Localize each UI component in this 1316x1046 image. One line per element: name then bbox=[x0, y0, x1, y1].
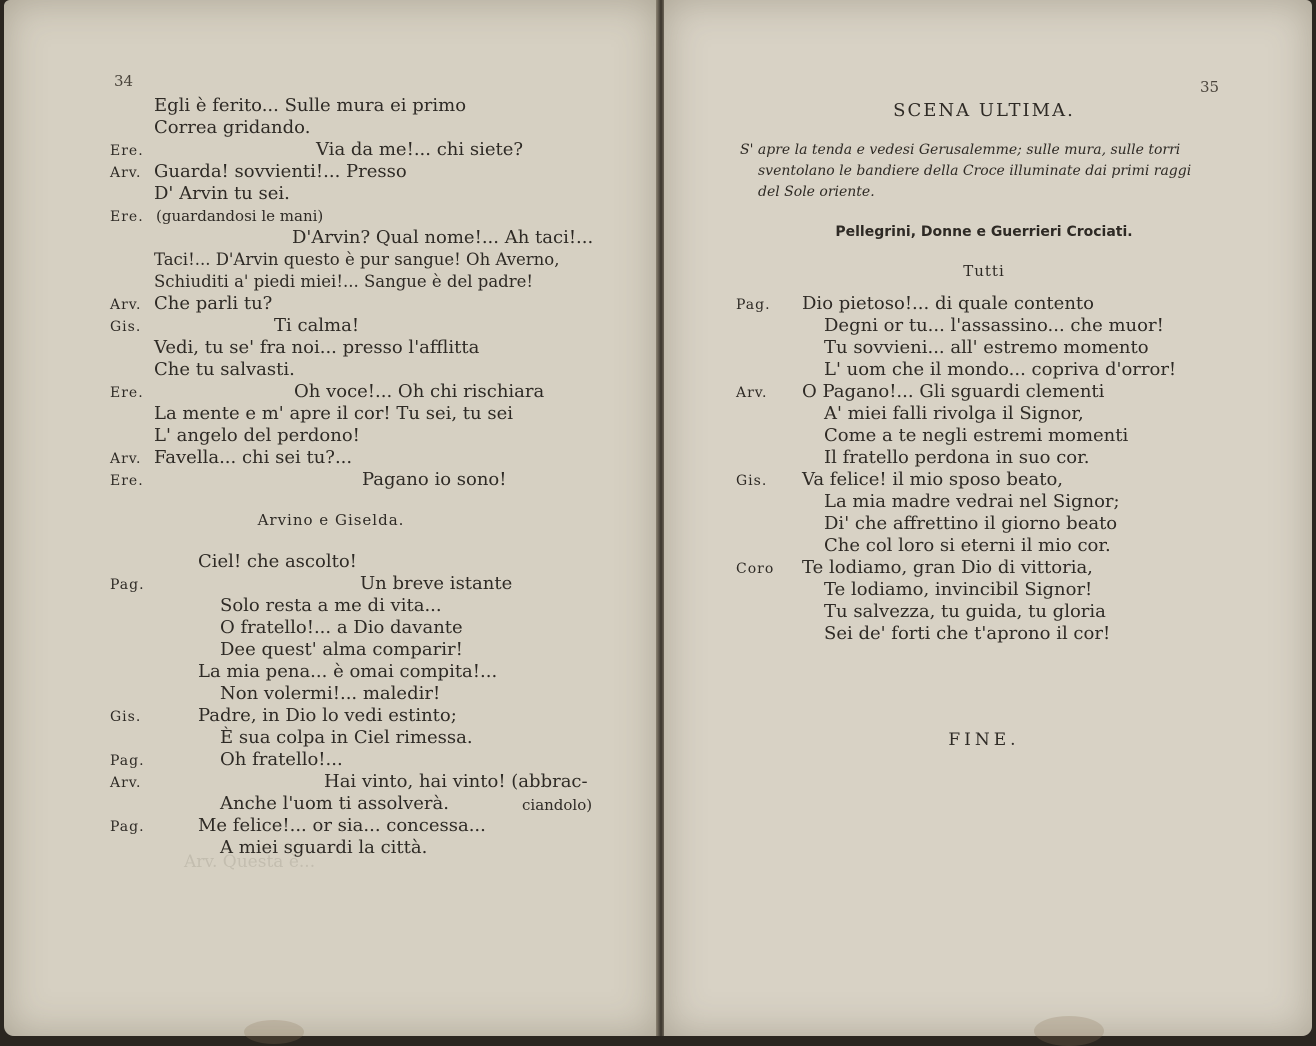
stage-direction: ciandolo) bbox=[522, 796, 593, 814]
text-line: Che col loro si eterni il mio cor. bbox=[824, 535, 1111, 556]
speaker-label: Pag. bbox=[736, 297, 771, 313]
left-page bbox=[4, 0, 658, 1036]
end-marker: FINE. bbox=[948, 730, 1020, 750]
text-line: Taci!... D'Arvin questo è pur sangue! Oh Averno, bbox=[154, 250, 560, 269]
speaker-label: Arv. bbox=[110, 165, 142, 181]
text-line: Che tu salvasti. bbox=[154, 359, 295, 380]
speaker-label: Ere. bbox=[110, 473, 144, 489]
speaker-label: Arv. bbox=[110, 775, 142, 791]
text-line: Tu sovvieni... all' estremo momento bbox=[824, 337, 1149, 358]
stage-direction-line: S' apre la tenda e vedesi Gerusalemme; sulle mura, sulle torri bbox=[740, 142, 1181, 158]
text-line: Egli è ferito... Sulle mura ei primo bbox=[154, 95, 467, 116]
text-line: Va felice! il mio sposo beato, bbox=[802, 469, 1064, 490]
text-line: Te lodiamo, invincibil Signor! bbox=[824, 579, 1093, 600]
speaker-label: Pag. bbox=[110, 753, 145, 769]
speaker-label: Gis. bbox=[736, 473, 768, 489]
text-line: D'Arvin? Qual nome!... Ah taci!... bbox=[292, 227, 594, 248]
speaker-label: Arv. bbox=[110, 297, 142, 313]
text-line: Hai vinto, hai vinto! (abbrac- bbox=[324, 771, 588, 792]
text-line: Vedi, tu se' fra noi... presso l'afflitta bbox=[154, 337, 480, 358]
stage-direction-line: sventolano le bandiere della Croce illuminate dai primi raggi bbox=[758, 163, 1192, 179]
characters-heading: Pellegrini, Donne e Guerrieri Crociati. bbox=[835, 224, 1133, 240]
tutti-heading: Tutti bbox=[963, 262, 1005, 280]
scene-heading: Arvino e Giselda. bbox=[257, 511, 405, 529]
text-line: D' Arvin tu sei. bbox=[154, 183, 290, 204]
speaker-label: Gis. bbox=[110, 319, 142, 335]
text-line: Guarda! sovvienti!... Presso bbox=[154, 161, 407, 182]
page-number: 34 bbox=[114, 72, 134, 90]
text-line: Come a te negli estremi momenti bbox=[824, 425, 1129, 446]
text-line: Padre, in Dio lo vedi estinto; bbox=[198, 705, 457, 726]
text-line: Correa gridando. bbox=[154, 117, 311, 138]
text-line: Oh voce!... Oh chi rischiara bbox=[294, 381, 545, 402]
speaker-label: Ere. bbox=[110, 209, 144, 225]
text-line: Dio pietoso!... di quale contento bbox=[802, 293, 1094, 314]
stage-direction: (guardandosi le mani) bbox=[156, 207, 324, 225]
speaker-label: Coro bbox=[736, 561, 775, 577]
stage-direction-line: del Sole oriente. bbox=[758, 184, 875, 200]
text-line: La mia madre vedrai nel Signor; bbox=[824, 491, 1120, 512]
speaker-label: Pag. bbox=[110, 577, 145, 593]
text-line: Un breve istante bbox=[360, 573, 513, 594]
speaker-label: Gis. bbox=[110, 709, 142, 725]
text-line: Oh fratello!... bbox=[220, 749, 343, 770]
text-line: Non volermi!... maledir! bbox=[220, 683, 441, 704]
text-line: O fratello!... a Dio davante bbox=[220, 617, 463, 638]
text-line: Ciel! che ascolto! bbox=[198, 551, 357, 572]
text-line: Via da me!... chi siete? bbox=[316, 139, 524, 160]
text-line: Il fratello perdona in suo cor. bbox=[824, 447, 1090, 468]
speaker-label: Arv. bbox=[110, 451, 142, 467]
text-line: Dee quest' alma comparir! bbox=[220, 639, 463, 660]
bleed-through: Arv. Questa è... bbox=[184, 852, 316, 872]
text-line: Tu salvezza, tu guida, tu gloria bbox=[824, 601, 1106, 622]
text-line: A' miei falli rivolga il Signor, bbox=[824, 403, 1084, 424]
text-line: L' angelo del perdono! bbox=[154, 425, 360, 446]
speaker-label: Arv. bbox=[736, 385, 768, 401]
text-line: Sei de' forti che t'aprono il cor! bbox=[824, 623, 1111, 644]
scene-title: SCENA ULTIMA. bbox=[893, 100, 1075, 121]
text-line: Favella... chi sei tu?... bbox=[154, 447, 353, 468]
paper-stain bbox=[244, 1020, 304, 1044]
text-line: La mia pena... è omai compita!... bbox=[198, 661, 498, 682]
text-line: O Pagano!... Gli sguardi clementi bbox=[802, 381, 1105, 402]
text-line: A miei sguardi la città. bbox=[220, 837, 428, 858]
right-page bbox=[664, 0, 1312, 1036]
speaker-label: Pag. bbox=[110, 819, 145, 835]
text-line: Degni or tu... l'assassino... che muor! bbox=[824, 315, 1164, 336]
text-line: Solo resta a me di vita... bbox=[220, 595, 442, 616]
text-line: Che parli tu? bbox=[154, 293, 273, 314]
paper-stain bbox=[1034, 1016, 1104, 1046]
text-line: Di' che affrettino il giorno beato bbox=[824, 513, 1118, 534]
text-line: Schiuditi a' piedi miei!... Sangue è del padre! bbox=[154, 272, 534, 291]
text-line: L' uom che il mondo... copriva d'orror! bbox=[824, 359, 1177, 380]
text-line: Me felice!... or sia... concessa... bbox=[198, 815, 486, 836]
page-number: 35 bbox=[1200, 78, 1220, 96]
text-line: Ti calma! bbox=[274, 315, 360, 336]
text-line: La mente e m' apre il cor! Tu sei, tu sei bbox=[154, 403, 513, 424]
text-line: Anche l'uom ti assolverà. bbox=[220, 793, 449, 814]
text-line: È sua colpa in Ciel rimessa. bbox=[220, 727, 473, 748]
speaker-label: Ere. bbox=[110, 143, 144, 159]
text-line: Pagano io sono! bbox=[362, 469, 507, 490]
speaker-label: Ere. bbox=[110, 385, 144, 401]
text-line: Te lodiamo, gran Dio di vittoria, bbox=[802, 557, 1093, 578]
